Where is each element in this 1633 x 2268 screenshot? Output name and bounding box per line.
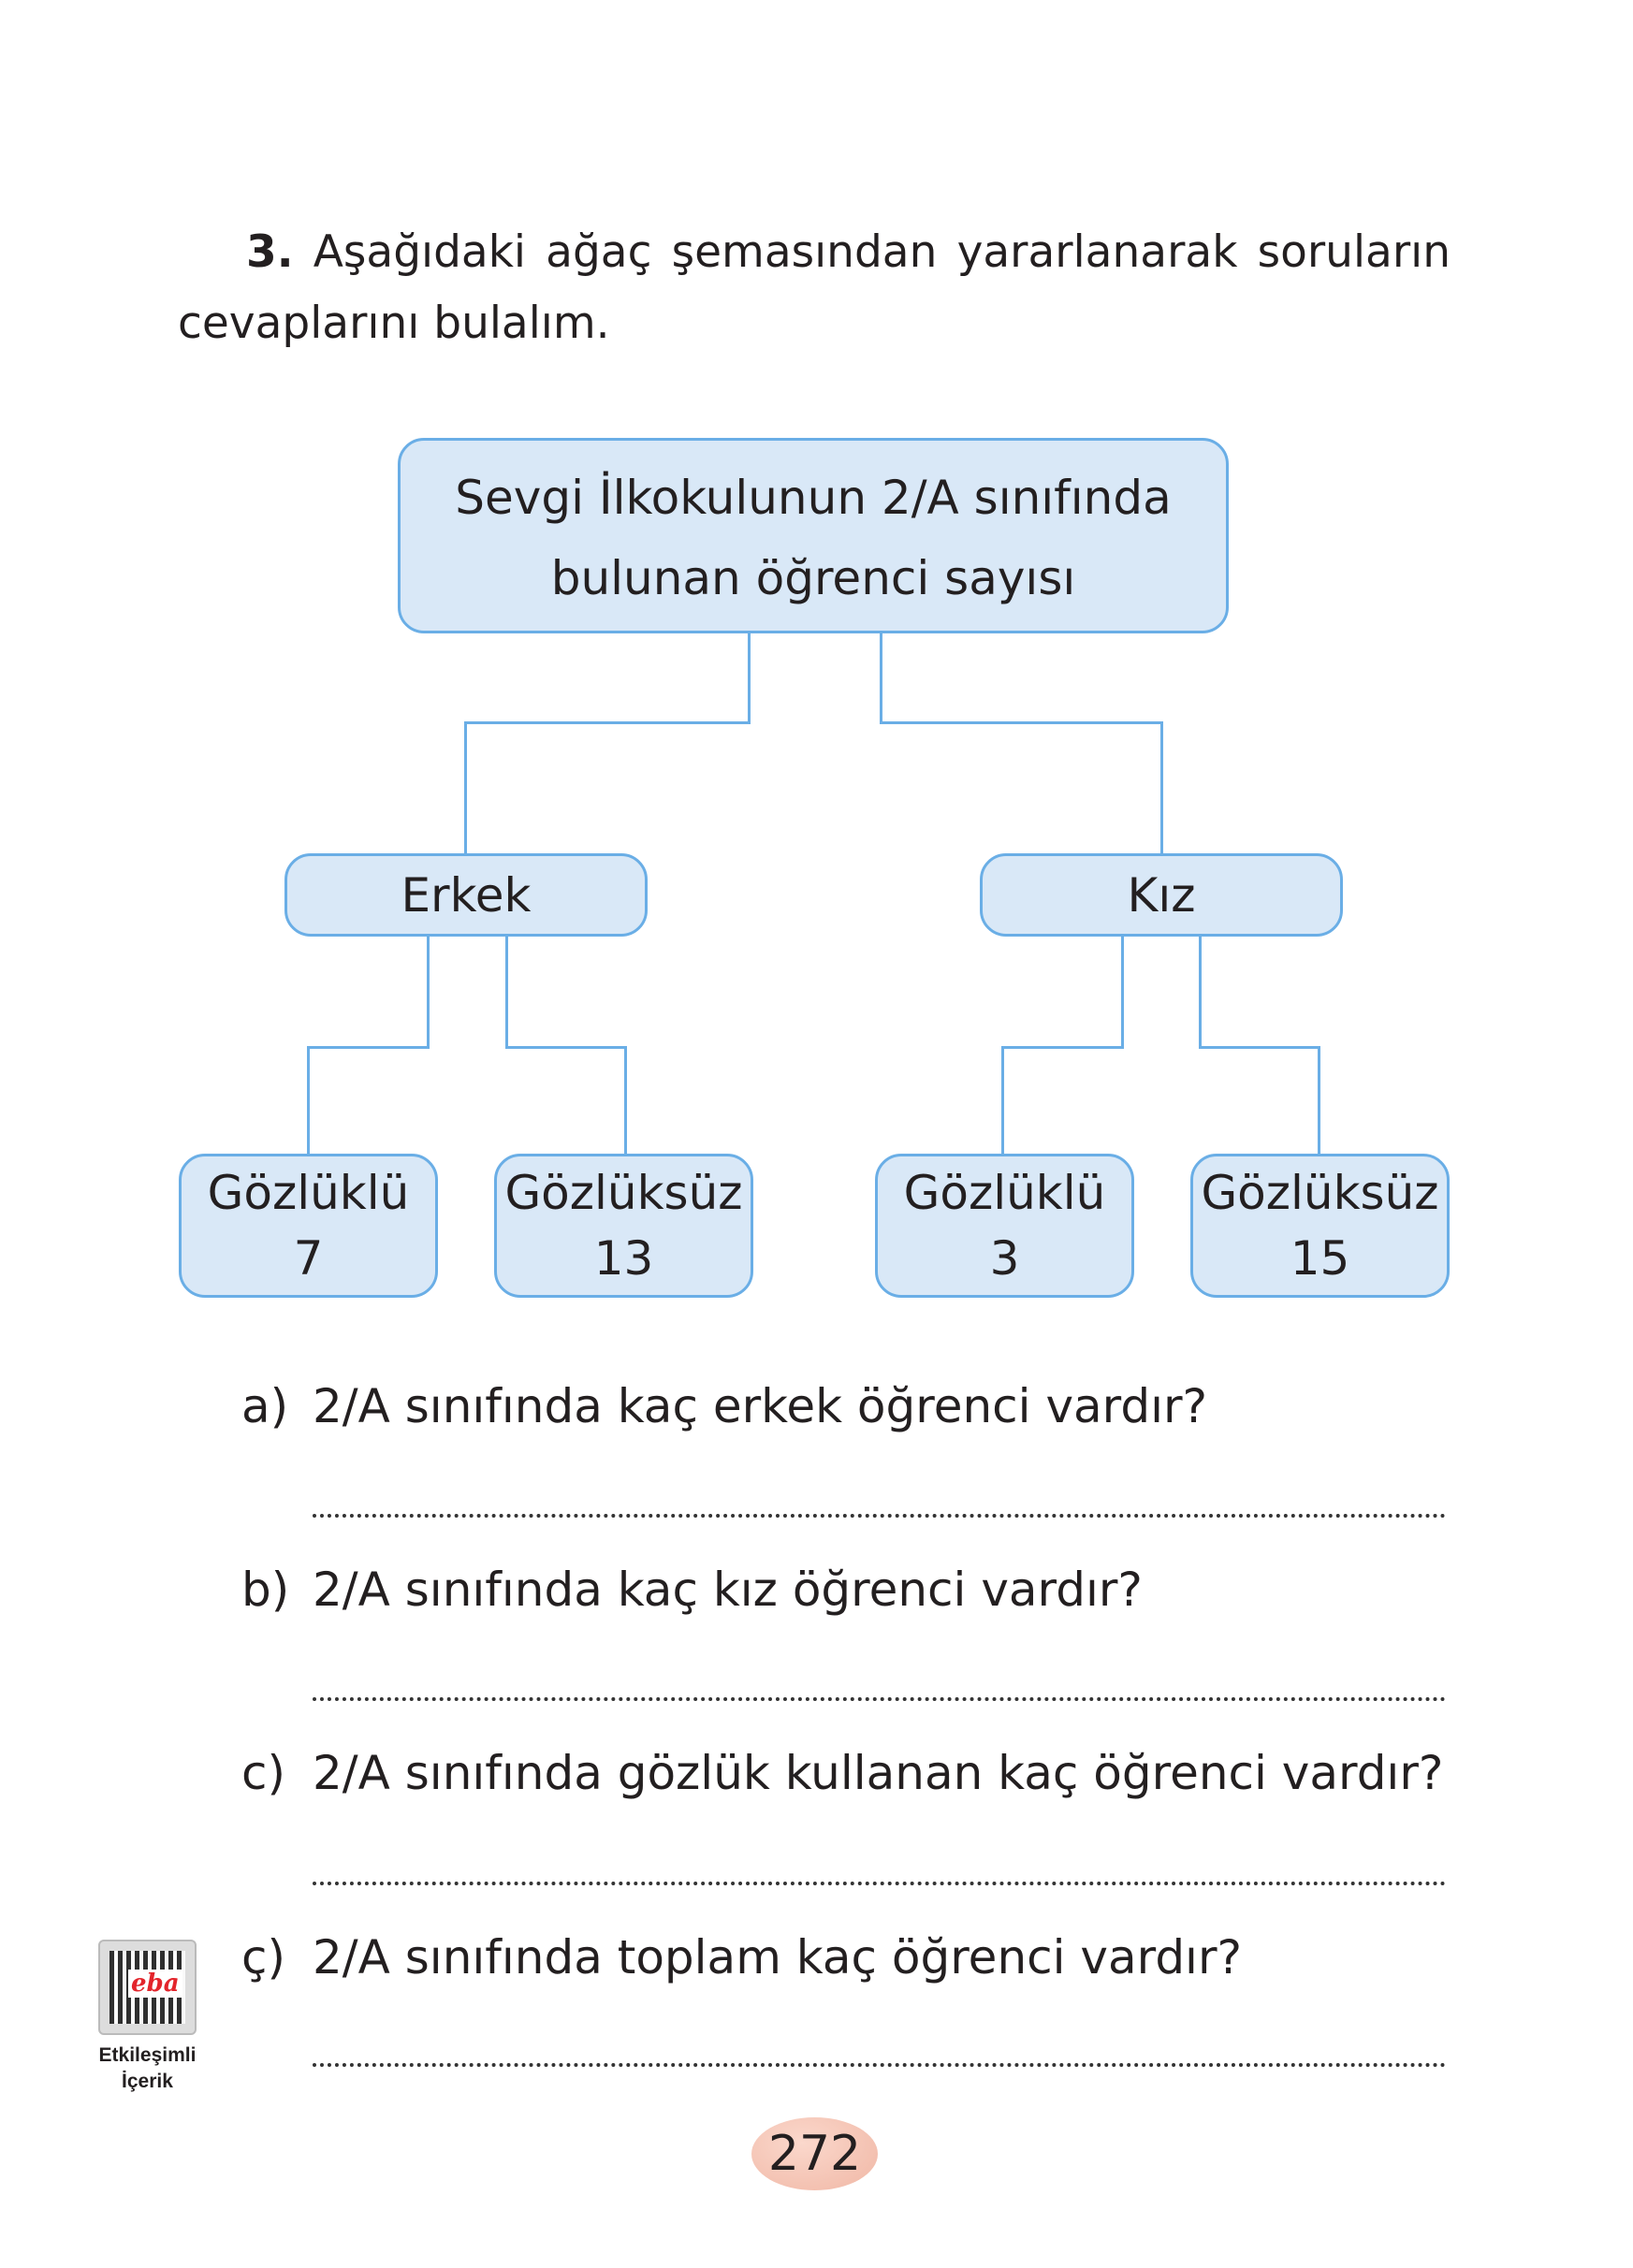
question-c-cedilla: [241, 1930, 1242, 1985]
connector: [427, 937, 430, 1049]
connector: [1001, 1046, 1124, 1049]
page-number-text: 272: [767, 2126, 862, 2182]
question-label: ç): [241, 1930, 285, 1985]
node-label: Erkek: [401, 867, 532, 923]
connector: [307, 1046, 310, 1154]
leaf-value: 3: [989, 1231, 1020, 1286]
connector: [505, 1046, 627, 1049]
leaf-label: Gözlüklü: [903, 1166, 1106, 1220]
connector: [1001, 1046, 1004, 1154]
tree-leaf-erkek-gozluklu: [179, 1154, 438, 1298]
tree-root-node: [398, 438, 1229, 633]
connector: [1199, 937, 1202, 1049]
eba-logo: eba: [128, 1970, 182, 1998]
connector: [505, 937, 508, 1049]
connector: [464, 721, 751, 724]
question-label: b): [241, 1563, 290, 1617]
leaf-value: 7: [293, 1231, 324, 1286]
question-label: c): [241, 1746, 285, 1800]
connector: [880, 633, 882, 724]
connector: [880, 721, 1163, 724]
connector: [1318, 1046, 1320, 1154]
answer-line-c-cedilla[interactable]: [313, 2063, 1446, 2067]
interactive-content-label: [84, 2043, 211, 2095]
connector: [1199, 1046, 1320, 1049]
qr-code-icon[interactable]: [98, 1940, 197, 2035]
question-a: [241, 1379, 1207, 1433]
qr-label-line-2: İçerik: [122, 2071, 173, 2092]
instruction-text: Aşağıdaki ağaç şemasından yararlanarak soruların cevaplarını bulalım.: [178, 226, 1451, 349]
tree-node-kiz: [980, 853, 1343, 937]
qr-label-line-1: Etkileşimli: [98, 2044, 197, 2066]
root-line-2: bulunan öğrenci sayısı: [550, 550, 1076, 605]
connector: [1121, 937, 1124, 1049]
connector: [464, 721, 467, 853]
exercise-number: 3.: [246, 226, 294, 278]
connector: [307, 1046, 430, 1049]
question-text: 2/A sınıfında gözlük kullanan kaç öğrenci vardır?: [313, 1746, 1444, 1800]
leaf-value: 15: [1290, 1231, 1350, 1286]
tree-leaf-kiz-gozluksuz: [1190, 1154, 1450, 1298]
question-text: 2/A sınıfında toplam kaç öğrenci vardır?: [313, 1930, 1243, 1985]
tree-node-erkek: [284, 853, 648, 937]
leaf-label: Gözlüksüz: [1201, 1166, 1439, 1220]
root-line-1: Sevgi İlkokulunun 2/A sınıfında: [455, 470, 1172, 525]
answer-line-c[interactable]: [313, 1882, 1446, 1885]
answer-line-a[interactable]: [313, 1514, 1446, 1518]
answer-line-b[interactable]: [313, 1697, 1446, 1701]
tree-leaf-kiz-gozluklu: [875, 1154, 1134, 1298]
leaf-label: Gözlüklü: [207, 1166, 410, 1220]
question-b: [241, 1563, 1143, 1617]
connector: [1160, 721, 1163, 853]
connector: [624, 1046, 627, 1154]
connector: [748, 633, 751, 724]
question-label: a): [241, 1379, 289, 1433]
question-text: 2/A sınıfında kaç kız öğrenci vardır?: [313, 1563, 1143, 1617]
question-c: [241, 1746, 1443, 1800]
leaf-value: 13: [593, 1231, 654, 1286]
exercise-instruction: [178, 217, 1451, 359]
node-label: Kız: [1127, 867, 1196, 923]
page-number: [751, 2117, 878, 2190]
leaf-label: Gözlüksüz: [504, 1166, 743, 1220]
question-text: 2/A sınıfında kaç erkek öğrenci vardır?: [313, 1379, 1208, 1433]
tree-leaf-erkek-gozluksuz: [494, 1154, 753, 1298]
